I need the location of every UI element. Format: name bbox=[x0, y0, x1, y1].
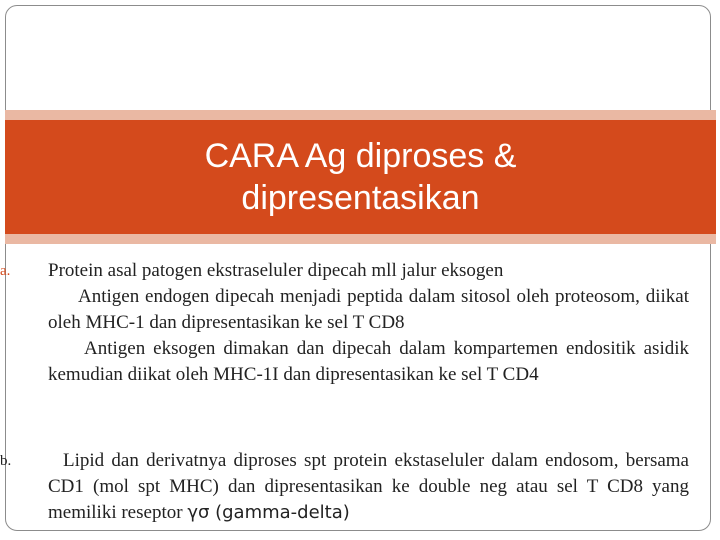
item-a-point-2-text: Antigen eksogen dimakan dan dipecah dalam kompartemen endositik asidik kemudian diikat oleh MHC-1I dan dipresentasikan ke sel T CD4 bbox=[48, 338, 689, 385]
slide-title-line-1: CARA Ag diproses & bbox=[204, 137, 517, 175]
list-marker-a: a. bbox=[0, 263, 11, 279]
title-band bbox=[5, 120, 716, 234]
item-b-receptor-greek: γσ (gamma-delta) bbox=[187, 502, 350, 523]
item-a-point-1 bbox=[48, 284, 689, 336]
item-b-text: Lipid dan derivatnya diproses spt protein ekstaseluler dalam endosom, bersama CD1 (mol spt MHC) dan dipresentasikan ke double neg atau sel T CD8 yang memiliki reseptor bbox=[48, 450, 689, 523]
slide-title bbox=[205, 135, 517, 219]
list-marker-b: b. bbox=[0, 453, 12, 469]
list-item-b bbox=[0, 448, 689, 526]
slide-title-line-2: dipresentasikan bbox=[241, 179, 480, 217]
item-a-point-2 bbox=[48, 336, 689, 388]
item-a-lead: Protein asal patogen ekstraseluler dipecah mll jalur eksogen bbox=[48, 260, 504, 281]
title-band-accent-top bbox=[5, 110, 716, 120]
list-item-a bbox=[0, 258, 689, 388]
slide-content bbox=[0, 256, 720, 540]
item-a-point-1-text: Antigen endogen dipecah menjadi peptida dalam sitosol oleh proteosom, diikat oleh MHC-1 dan dipresentasikan ke sel T CD8 bbox=[48, 286, 689, 333]
title-band-accent-bottom bbox=[5, 234, 716, 244]
